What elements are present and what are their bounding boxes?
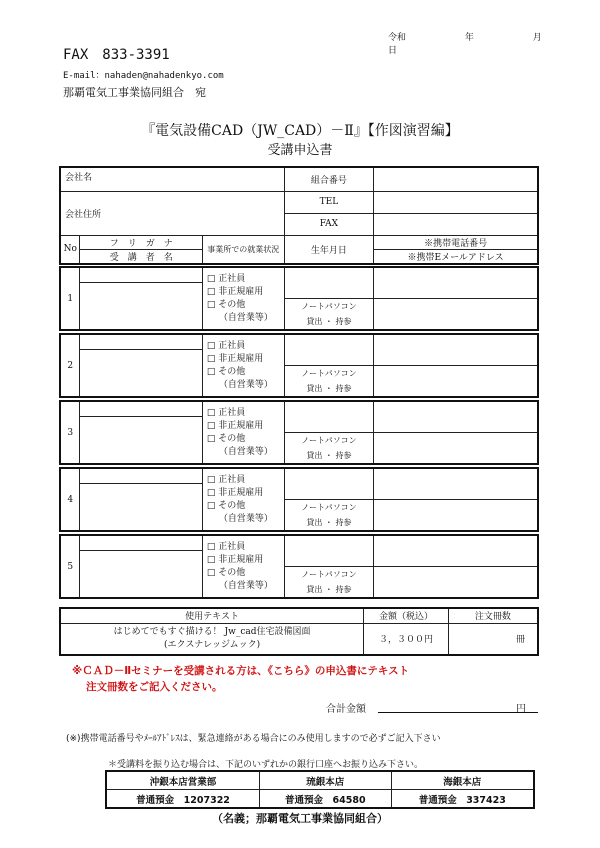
nonregular-checkbox[interactable]: □ 非正規雇用: [206, 554, 264, 565]
pc-label: ノートパソコン: [301, 435, 357, 445]
nonregular-checkbox[interactable]: □ 非正規雇用: [206, 286, 264, 297]
pc-choices[interactable]: 貸出 ・ 持参: [306, 584, 352, 594]
note-transfer: ＊受講料を振り込む場合は、下記のいずれかの銀行口座へお振り込み下さい。: [108, 760, 424, 770]
row-no: 5: [60, 535, 80, 598]
note-mobile: (※)携帯電話番号やﾒｰﾙｱﾄﾞﾚｽは、緊急連絡がある場合にのみ使用しますので必ずご記入下さい: [66, 734, 441, 744]
bank-name-1: 沖銀本店営業部: [106, 771, 260, 790]
regular-checkbox[interactable]: □ 正社員: [206, 541, 246, 552]
furigana-field[interactable]: [80, 468, 202, 483]
email-address: E-mail：nahaden@nahadenkyo.com: [63, 71, 224, 81]
nonregular-checkbox[interactable]: □ 非正規雇用: [206, 487, 264, 498]
pc-choices[interactable]: 貸出 ・ 持参: [306, 316, 352, 326]
mobile-email-field[interactable]: [374, 298, 538, 330]
birth-field[interactable]: [284, 334, 374, 365]
self-employed-label: （自営業等）: [218, 446, 273, 457]
mobile-field[interactable]: [374, 468, 538, 499]
tel-field[interactable]: [374, 191, 538, 213]
self-employed-label: （自営業等）: [218, 379, 273, 390]
birth-header: 生年月日: [284, 235, 374, 264]
name-field[interactable]: [80, 416, 202, 464]
bank-account-2: 普通預金 64580: [260, 790, 391, 809]
furigana-field[interactable]: [80, 267, 202, 282]
name-header: 受 講 者 名: [80, 249, 202, 264]
text-header: 使用テキスト: [60, 608, 364, 623]
nonregular-checkbox[interactable]: □ 非正規雇用: [206, 353, 264, 364]
total-field[interactable]: [378, 712, 538, 713]
furigana-field[interactable]: [80, 334, 202, 349]
regular-checkbox[interactable]: □ 正社員: [206, 340, 246, 351]
qty-header: 注文冊数: [448, 608, 538, 623]
total-unit: 円: [516, 704, 526, 715]
union-no-label: 組合番号: [284, 167, 374, 191]
price-header: 金額（税込）: [364, 608, 449, 623]
name-field[interactable]: [80, 550, 202, 598]
participant-row: [59, 534, 539, 599]
date-line: [388, 30, 600, 56]
tel-label: TEL: [284, 191, 374, 213]
book-title: はじめてでもすぐ描ける！ Jw_cad住宅設備図面 (エクスナレッジムック): [60, 623, 364, 655]
birth-field[interactable]: [284, 535, 374, 566]
pc-option[interactable]: [284, 432, 374, 464]
month-label: 月: [532, 33, 542, 43]
self-employed-label: （自営業等）: [218, 312, 273, 323]
mobile-email-field[interactable]: [374, 432, 538, 464]
mobile-field[interactable]: [374, 334, 538, 365]
total-label: 合計金額: [326, 704, 366, 715]
mobile-email-field[interactable]: [374, 566, 538, 598]
furigana-field[interactable]: [80, 535, 202, 550]
pc-option[interactable]: [284, 365, 374, 397]
other-checkbox[interactable]: □ その他: [206, 567, 246, 578]
pc-option[interactable]: [284, 499, 374, 531]
day-label: 日: [388, 46, 398, 56]
other-checkbox[interactable]: □ その他: [206, 299, 246, 310]
employment-options[interactable]: [202, 535, 284, 598]
row-no: 2: [60, 334, 80, 397]
row-no: 4: [60, 468, 80, 531]
name-field[interactable]: [80, 349, 202, 397]
participant-rows: [59, 266, 539, 601]
employment-header: 事業所での就業状況: [202, 235, 284, 264]
participant-row: [59, 467, 539, 532]
pc-choices[interactable]: 貸出 ・ 持参: [306, 517, 352, 527]
other-checkbox[interactable]: □ その他: [206, 500, 246, 511]
company-name-field[interactable]: 会社名: [60, 167, 284, 191]
pc-label: ノートパソコン: [301, 301, 357, 311]
other-checkbox[interactable]: □ その他: [206, 433, 246, 444]
red-note-2: 注文冊数をご記入ください。: [86, 681, 223, 693]
pc-choices[interactable]: 貸出 ・ 持参: [306, 450, 352, 460]
bank-account-3: 普通預金 337423: [391, 790, 534, 809]
mobile-field[interactable]: [374, 535, 538, 566]
form-subtitle: 受講申込書: [267, 143, 333, 158]
pc-label: ノートパソコン: [301, 569, 357, 579]
company-address-field[interactable]: 会社住所: [60, 191, 284, 235]
union-no-field[interactable]: [374, 167, 538, 191]
nonregular-checkbox[interactable]: □ 非正規雇用: [206, 420, 264, 431]
bank-account-1: 普通預金 1207322: [106, 790, 260, 809]
self-employed-label: （自営業等）: [218, 513, 273, 524]
pc-option[interactable]: [284, 298, 374, 330]
bank-name-3: 海銀本店: [391, 771, 534, 790]
no-header: No: [60, 235, 80, 264]
qty-field[interactable]: 冊: [448, 623, 538, 655]
mobile-header: ※携帯電話番号: [374, 235, 538, 249]
mobile-field[interactable]: [374, 401, 538, 432]
book-price: ３，３００円: [364, 623, 449, 655]
fax-number: FAX 833-3391: [63, 47, 170, 63]
bank-table: [105, 770, 535, 809]
application-table: [59, 166, 539, 265]
regular-checkbox[interactable]: □ 正社員: [206, 273, 246, 284]
furigana-header: フ リ ガ ナ: [80, 235, 202, 249]
row-no: 1: [60, 267, 80, 330]
pc-label: ノートパソコン: [301, 502, 357, 512]
bank-name-2: 琉銀本店: [260, 771, 391, 790]
name-field[interactable]: [80, 282, 202, 330]
employment-options[interactable]: [202, 401, 284, 464]
birth-field[interactable]: [284, 267, 374, 298]
participant-row: [59, 400, 539, 465]
employment-options[interactable]: [202, 267, 284, 330]
pc-option[interactable]: [284, 566, 374, 598]
pc-label: ノートパソコン: [301, 368, 357, 378]
mobile-email-header: ※携帯Eメールアドレス: [374, 249, 538, 264]
employment-options[interactable]: [202, 468, 284, 531]
era-label: 令和: [388, 33, 407, 43]
form-title: 『電気設備CAD（JW_CAD）－Ⅱ』【作図演習編】: [141, 123, 459, 139]
row-no: 3: [60, 401, 80, 464]
other-checkbox[interactable]: □ その他: [206, 366, 246, 377]
furigana-field[interactable]: [80, 401, 202, 416]
name-field[interactable]: [80, 483, 202, 531]
self-employed-label: （自営業等）: [218, 580, 273, 591]
recipient-org: 那覇電気工事業協同組合 宛: [63, 86, 206, 99]
employment-options[interactable]: [202, 334, 284, 397]
mobile-email-field[interactable]: [374, 499, 538, 531]
participant-row: [59, 333, 539, 398]
birth-field[interactable]: [284, 468, 374, 499]
mobile-email-field[interactable]: [374, 365, 538, 397]
text-order-table: [59, 607, 539, 656]
regular-checkbox[interactable]: □ 正社員: [206, 407, 246, 418]
participant-row: [59, 266, 539, 331]
regular-checkbox[interactable]: □ 正社員: [206, 474, 246, 485]
birth-field[interactable]: [284, 401, 374, 432]
pc-choices[interactable]: 貸出 ・ 持参: [306, 383, 352, 393]
mobile-field[interactable]: [374, 267, 538, 298]
fax-label: FAX: [284, 213, 374, 235]
account-holder: （名義；那覇電気工事業協同組合）: [212, 812, 388, 825]
fax-field[interactable]: [374, 213, 538, 235]
year-label: 年: [464, 33, 474, 43]
red-note-1: ※ＣＡＤ－Ⅱセミナーを受講される方は、《こちら》の申込書にテキスト: [72, 665, 410, 677]
